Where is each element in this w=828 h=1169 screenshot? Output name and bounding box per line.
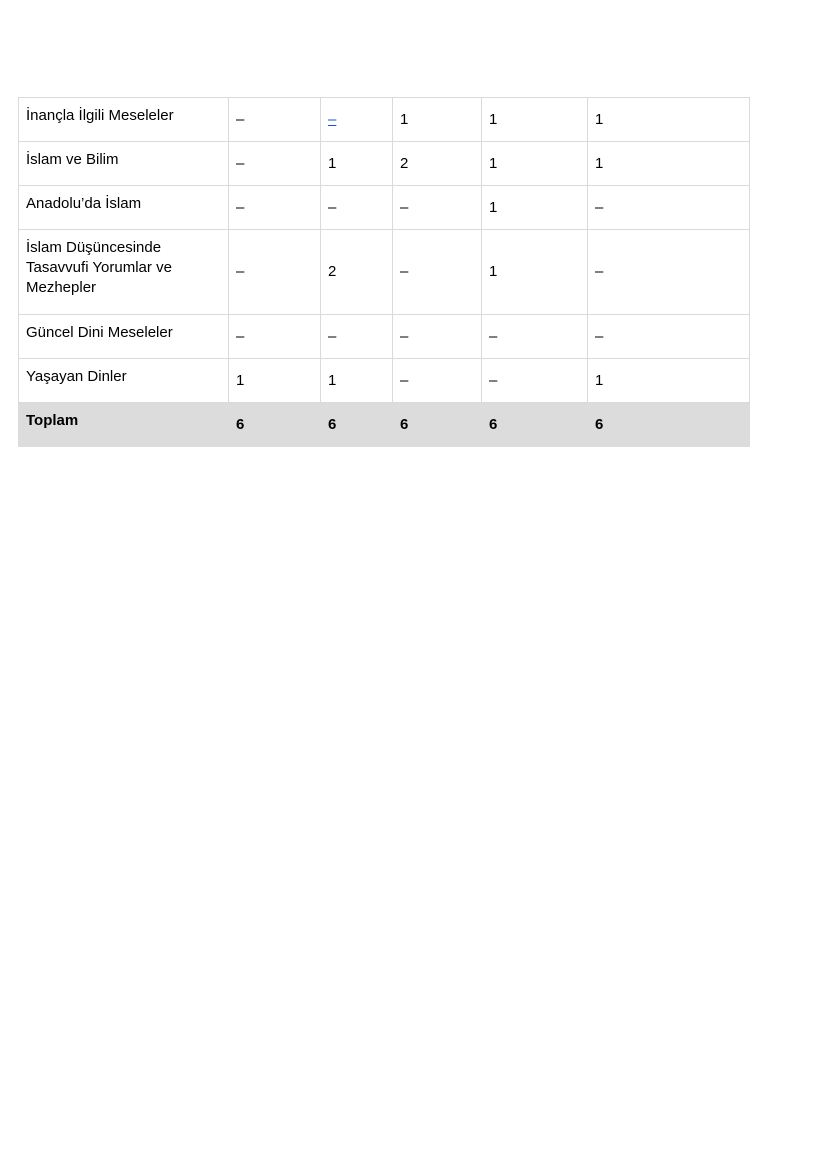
value-cell: – bbox=[321, 315, 393, 359]
value-cell: 1 bbox=[588, 359, 750, 403]
value-cell: – bbox=[229, 98, 321, 142]
value-cell: 1 bbox=[482, 230, 588, 315]
value-cell: – bbox=[393, 186, 482, 230]
topic-cell: Güncel Dini Meseleler bbox=[19, 315, 229, 359]
value-cell: 1 bbox=[482, 142, 588, 186]
value-cell: – bbox=[229, 142, 321, 186]
total-value: 6 bbox=[588, 403, 750, 447]
total-row bbox=[19, 403, 750, 447]
value-cell: 1 bbox=[321, 359, 393, 403]
value-cell: 1 bbox=[321, 142, 393, 186]
value-cell: – bbox=[588, 186, 750, 230]
topic-distribution-table bbox=[18, 97, 750, 447]
total-value: 6 bbox=[229, 403, 321, 447]
value-link[interactable]: – bbox=[328, 110, 337, 128]
value-cell: – bbox=[482, 315, 588, 359]
value-cell: – bbox=[229, 315, 321, 359]
value-cell: 1 bbox=[393, 98, 482, 142]
table-row bbox=[19, 142, 750, 186]
topic-cell: İnançla İlgili Meseleler bbox=[19, 98, 229, 142]
table-row bbox=[19, 186, 750, 230]
value-cell bbox=[321, 98, 393, 142]
topic-cell: Yaşayan Dinler bbox=[19, 359, 229, 403]
total-value: 6 bbox=[321, 403, 393, 447]
total-value: 6 bbox=[482, 403, 588, 447]
value-cell: – bbox=[588, 315, 750, 359]
value-cell: 1 bbox=[229, 359, 321, 403]
value-cell: – bbox=[229, 186, 321, 230]
value-cell: – bbox=[482, 359, 588, 403]
table-row bbox=[19, 98, 750, 142]
table-row bbox=[19, 315, 750, 359]
total-label: Toplam bbox=[19, 403, 229, 447]
value-cell: – bbox=[229, 230, 321, 315]
value-cell: – bbox=[321, 186, 393, 230]
value-cell: 2 bbox=[321, 230, 393, 315]
value-cell: 2 bbox=[393, 142, 482, 186]
table-row bbox=[19, 230, 750, 315]
value-cell: – bbox=[393, 315, 482, 359]
value-cell: – bbox=[588, 230, 750, 315]
value-cell: 1 bbox=[588, 142, 750, 186]
total-value: 6 bbox=[393, 403, 482, 447]
topic-cell: Anadolu’da İslam bbox=[19, 186, 229, 230]
topic-cell: İslam Düşüncesinde Tasavvufi Yorumlar ve Mezhepler bbox=[19, 230, 229, 315]
topic-cell: İslam ve Bilim bbox=[19, 142, 229, 186]
value-cell: 1 bbox=[482, 98, 588, 142]
value-cell: 1 bbox=[588, 98, 750, 142]
value-cell: – bbox=[393, 359, 482, 403]
value-cell: – bbox=[393, 230, 482, 315]
table-row bbox=[19, 359, 750, 403]
value-cell: 1 bbox=[482, 186, 588, 230]
